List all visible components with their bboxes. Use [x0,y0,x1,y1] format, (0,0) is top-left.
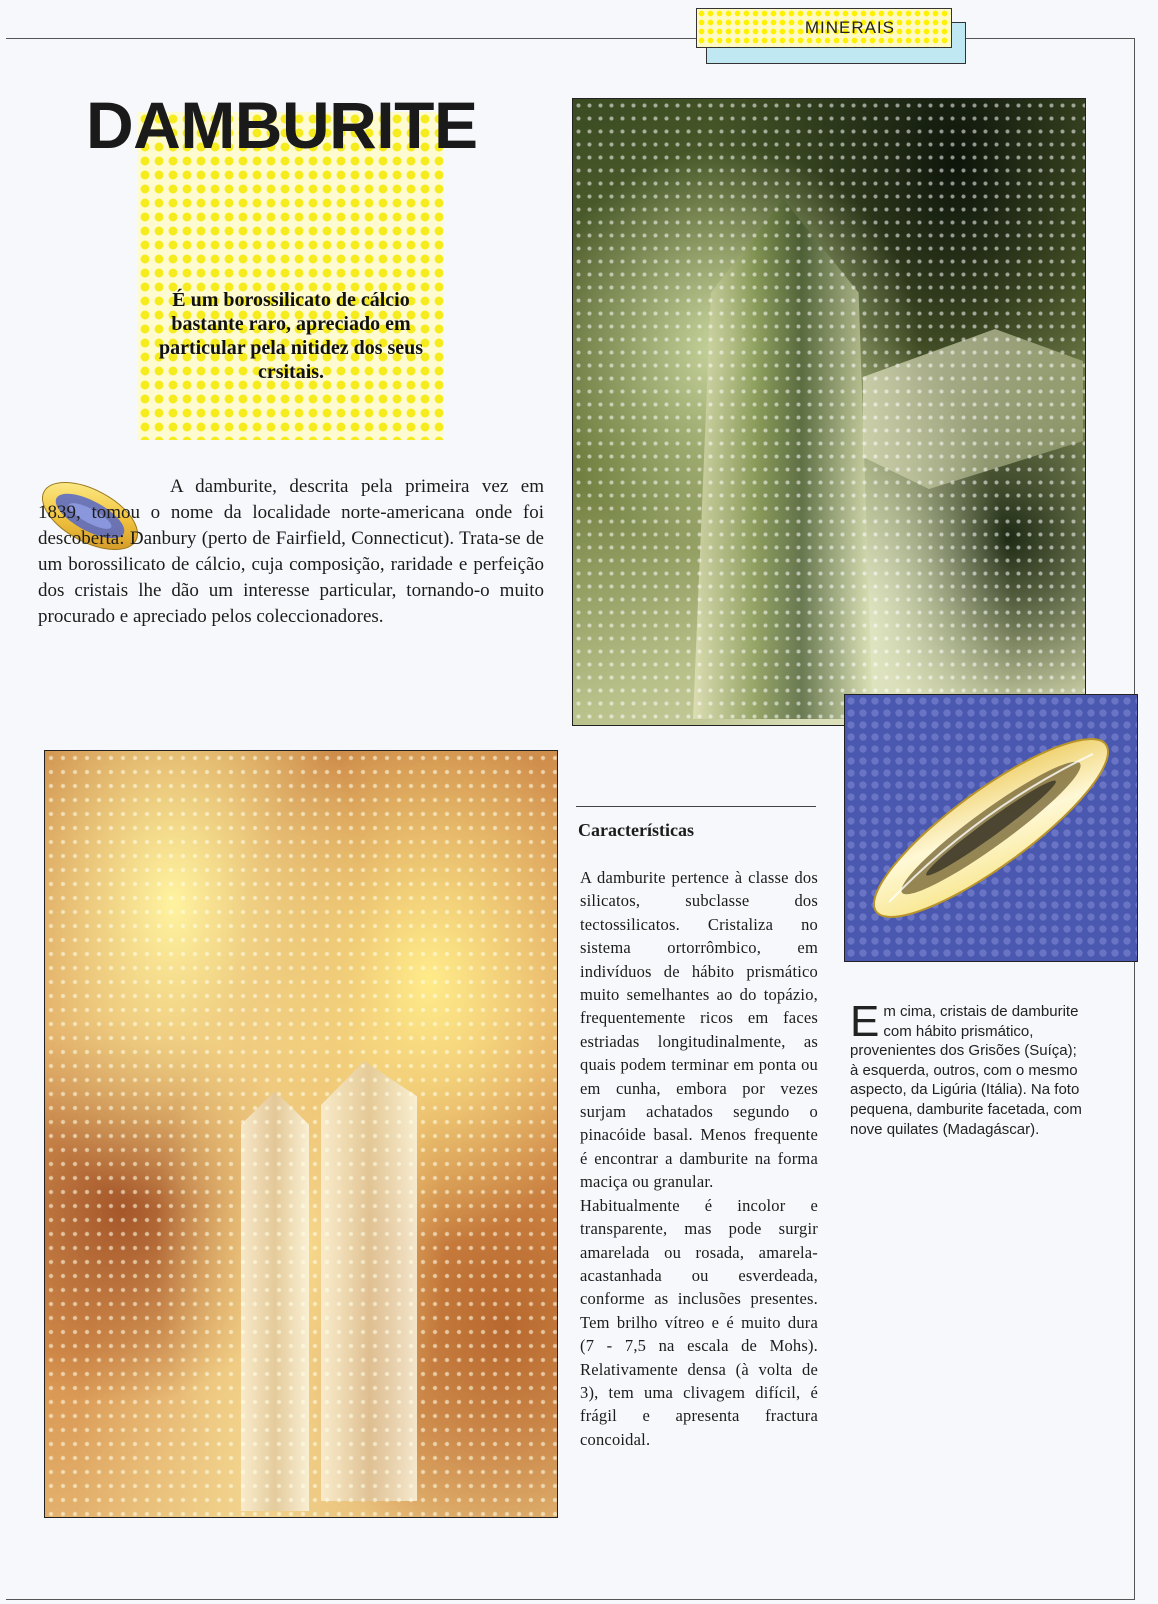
section-rule [576,806,816,807]
faceted-gem-icon [845,695,1137,961]
characteristics-paragraph: Habitualmente é incolor e transparente, mas pode surgir amarelada ou rosada, amarela-acastanhada ou esverdeada, conforme as inclusões presentes. Tem brilho vítreo e é muito dura (7 - 7,5 na escala de Mohs). Relativamente densa (à volta de 3), tem uma clivagem difícil, é frágil e apresenta fractura concoidal. [580,1195,818,1449]
page-title: DAMBURITE [86,88,478,162]
caption-text: m cima, cristais de damburite com hábito prismático, provenientes dos Grisões (Suíça); à esquerda, outros, com o mesmo aspecto, da Ligúria (Itália). Na foto pequena, damburite facetada, com nove quilates (Madagáscar). [850,1003,1082,1138]
characteristics-paragraph: A damburite pertence à classe dos silicatos, subclasse dos tectossilicatos. Cristaliza no sistema ortorrômbico, em indivíduos de hábito prismático muito semelhantes ao do topázio, frequentemente ricos em faces estriadas longitudinalmente, as quais podem terminar em ponta ou em cunha, embora por vezes surjam achatados segundo o pinacóide basal. Menos frequente é encontrar a damburite na forma maciça ou granular. [580,868,818,1192]
section-tab [696,8,966,64]
photo-crystals-orange [44,750,558,1518]
section-label: MINERAIS [696,8,952,48]
photo-caption [850,997,1088,1139]
photo-faceted-gem [844,694,1138,962]
photo-crystals-green [572,98,1086,726]
subtitle: É um borossilicato de cálcio bastante raro, apreciado em particular pela nitidez dos seus crsitais. [158,289,424,383]
intro-paragraph: A damburite, descrita pela primeira vez em 1839, tomou o nome da localidade norte-americana onde foi descoberta: Danbury (perto de Fairfield, Connecticut). Trata-se de um borossilicato de cálcio, cuja composição, raridade e perfeição dos cristais lhe dão um interesse particular, tornando-o muito procurado e apreciado pelos coleccionadores. [38,476,544,627]
characteristics-text [580,866,818,1451]
caption-initial: E [850,997,880,1046]
characteristics-heading: Características [578,820,694,840]
